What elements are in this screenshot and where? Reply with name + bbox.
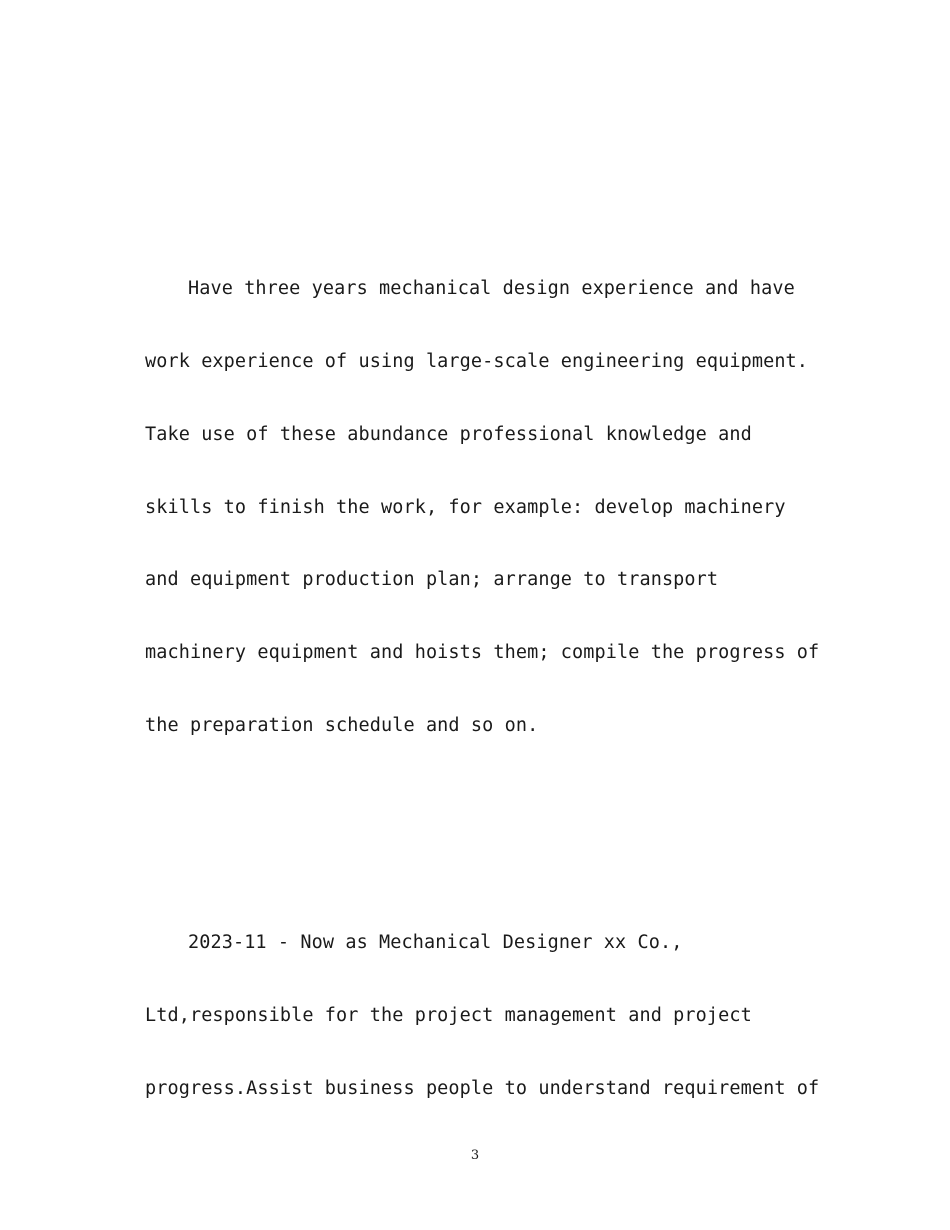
page-number: 3: [470, 1148, 480, 1163]
paragraph-1-line-1: Have three years mechanical design experience and have: [188, 278, 795, 299]
paragraph-2-line-2: Ltd,responsible for the project management and project: [145, 1005, 752, 1026]
paragraph-1-line-6: machinery equipment and hoists them; compile the progress of: [145, 642, 820, 663]
paragraph-2-line-1: 2023-11 - Now as Mechanical Designer xx Co.,: [188, 932, 683, 953]
paragraph-2-line-3: progress.Assist business people to understand requirement of: [145, 1078, 820, 1099]
paragraph-1-line-4: skills to finish the work, for example: develop machinery: [145, 497, 786, 518]
paragraph-1-line-7: the preparation schedule and so on.: [145, 715, 539, 736]
paragraph-1-line-2: work experience of using large-scale engineering equipment.: [145, 351, 809, 372]
paragraph-1-line-5: and equipment production plan; arrange to transport: [145, 569, 719, 590]
paragraph-1-line-3: Take use of these abundance professional knowledge and: [145, 424, 752, 445]
